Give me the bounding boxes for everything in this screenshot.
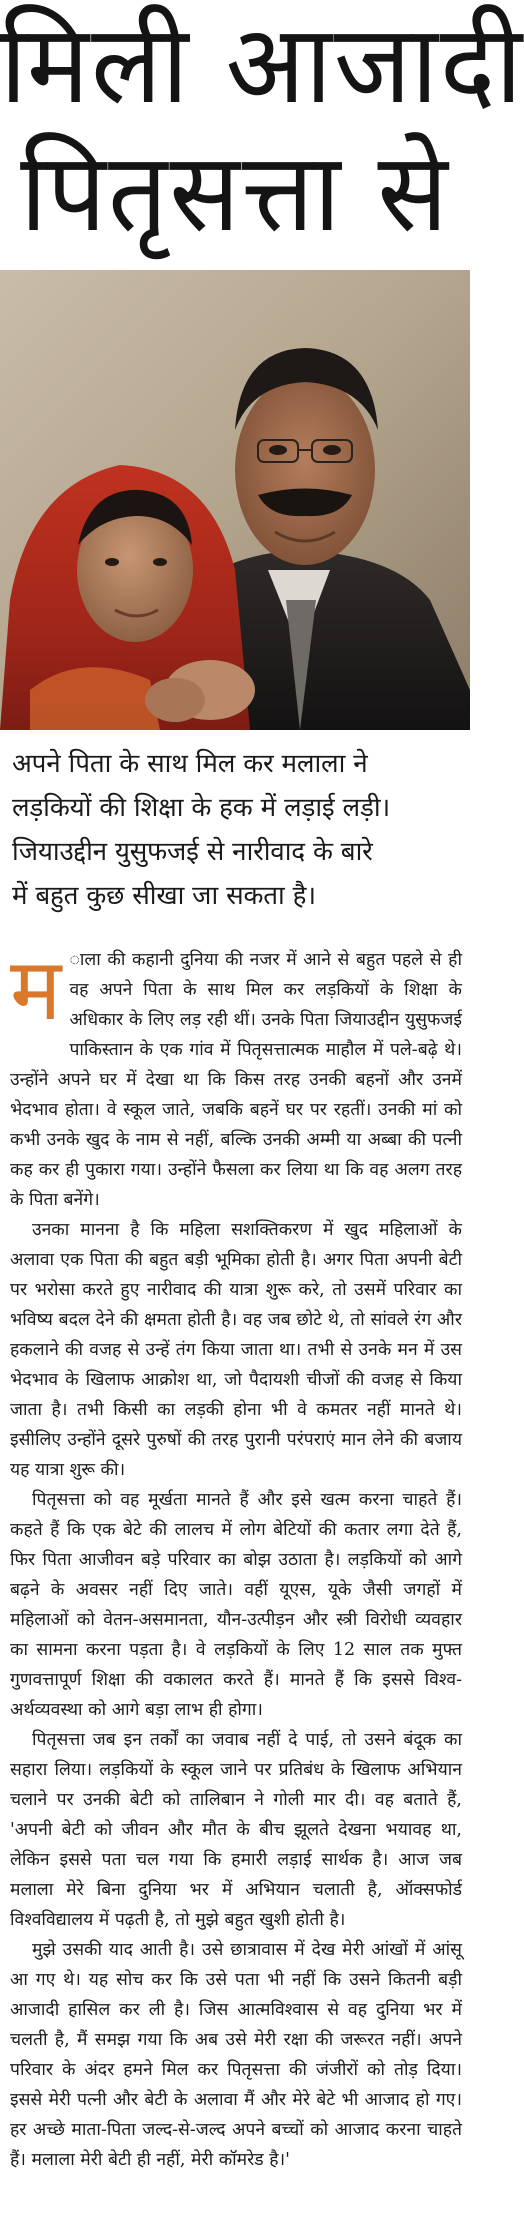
- deck-line-3: जियाउद्दीन युसुफजई से नारीवाद के बारे: [12, 837, 373, 867]
- deck-line-2: लड़कियों की शिक्षा के हक में लड़ाई लड़ी।: [12, 793, 391, 823]
- headline: [0, 0, 524, 270]
- paragraph-2: उनका मानना है कि महिला सशक्तिकरण में खुद महिलाओं के अलावा एक पिता की बहुत बड़ी भूमिका होती है। अगर पिता अपनी बेटी पर भरोसा करते हुए नारीवाद की यात्रा शुरू करे, तो उसमें परिवार का भविष्य बदल देने की क्षमता होती है। वह जब छोटे थे, तो सांवले रंग और हकलाने की वजह से उन्हें तंग किया जाता था। तभी से उनके मन में उस भेदभाव के खिलाफ आक्रोश था, जो पैदायशी चीजों की वजह से किया जाता है। तभी किसी का लड़की होना भी वे कमतर नहीं मानते थे। इसीलिए उन्होंने दूसरे पुरुषों की तरह पुरानी परंपराएं मान लेने की बजाय यह यात्रा शुरू की।: [10, 1220, 462, 1480]
- article-body: [10, 940, 462, 2175]
- paragraph-4: पितृसत्ता जब इन तर्कों का जवाब नहीं दे पाई, तो उसने बंदूक का सहारा लिया। लड़कियों के स्कूल जाने पर प्रतिबंध के खिलाफ अभियान चलाने पर उनकी बेटी को तालिबान ने गोली मार दी। वह बताते हैं, 'अपनी बेटी को जीवन और मौत के बीच झूलते देखना भयावह था, लेकिन इससे पता चल गया कि हमारी लड़ाई सार्थक है। आज जब मलाला मेरे बिना दुनिया भर में अभियान चलाती है, ऑक्सफोर्ड विश्वविद्यालय में पढ़ती है, तो मुझे बहुत खुशी होती है।: [10, 1730, 462, 1930]
- paragraph-3: पितृसत्ता को वह मूर्खता मानते हैं और इसे खत्म करना चाहते हैं। कहते हैं कि एक बेटे की लालच में लोग बेटियों की कतार लगा देते हैं, फिर पिता आजीवन बड़े परिवार का बोझ उठाता है। लड़कियों को आगे बढ़ने के अवसर नहीं दिए जाते। वहीं यूएस, यूके जैसी जगहों में महिलाओं को वेतन-असमानता, यौन-उत्पीड़न और स्त्री विरोधी व्यवहार का सामना करना पड़ता है। वे लड़कियों के लिए 12 साल तक मुफ्त गुणवत्तापूर्ण शिक्षा की वकालत करते हैं। मानते हैं कि इससे विश्व-अर्थव्यवस्था को आगे बड़ा लाभ ही होगा।: [10, 1490, 462, 1720]
- headline-line-2: पितृसत्ता से: [20, 127, 450, 257]
- photo-illustration: [0, 270, 470, 730]
- article-photo: [0, 270, 470, 730]
- deck-line-1: अपने पिता के साथ मिल कर मलाला ने: [12, 749, 368, 779]
- deck-line-4: में बहुत कुछ सीखा जा सकता है।: [12, 881, 316, 911]
- paragraph-1-text: ाला की कहानी दुनिया की नजर में आने से बहुत पहले से ही वह अपने पिता के साथ मिल कर लड़कियों के शिक्षा के अधिकार के लिए लड़ रही थीं। उनके पिता जियाउद्दीन युसुफजई पाकिस्तान के एक गांव में पितृसत्तात्मक माहौल में पले-बढ़े थे। उन्होंने अपने घर में देखा था कि किस तरह उनकी बहनों और उनमें भेदभाव होता। वे स्कूल जाते, जबकि बहनें घर पर रहतीं। उनकी मां को कभी उनके खुद के नाम से नहीं, बल्कि उनकी अम्मी या अब्बा की पत्नी कह कर ही पुकारा गया। उन्होंने फैसला कर लिया था कि वह अलग तरह के पिता बनेंगे।: [10, 950, 462, 1210]
- drop-cap: म: [10, 940, 62, 1040]
- headline-line-1: मिली आजादी: [0, 0, 524, 129]
- paragraph-1: [10, 940, 462, 1215]
- paragraph-5: मुझे उसकी याद आती है। उसे छात्रावास में देख मेरी आंखों में आंसू आ गए थे। यह सोच कर कि उसे पता भी नहीं कि उसने कितनी बड़ी आजादी हासिल कर ली है। जिस आत्मविश्वास से वह दुनिया भर में चलती है, मैं समझ गया कि अब उसे मेरी रक्षा की जरूरत नहीं। अपने परिवार के अंदर हमने मिल कर पितृसत्ता की जंजीरों को तोड़ दिया। इससे मेरी पत्नी और बेटी के अलावा मैं और मेरे बेटे भी आजाद हो गए। हर अच्छे माता-पिता जल्द-से-जल्द अपने बच्चों को आजाद करना चाहते हैं। मलाला मेरी बेटी ही नहीं, मेरी कॉमरेड है।': [10, 1940, 462, 2170]
- deck-summary: [12, 742, 462, 918]
